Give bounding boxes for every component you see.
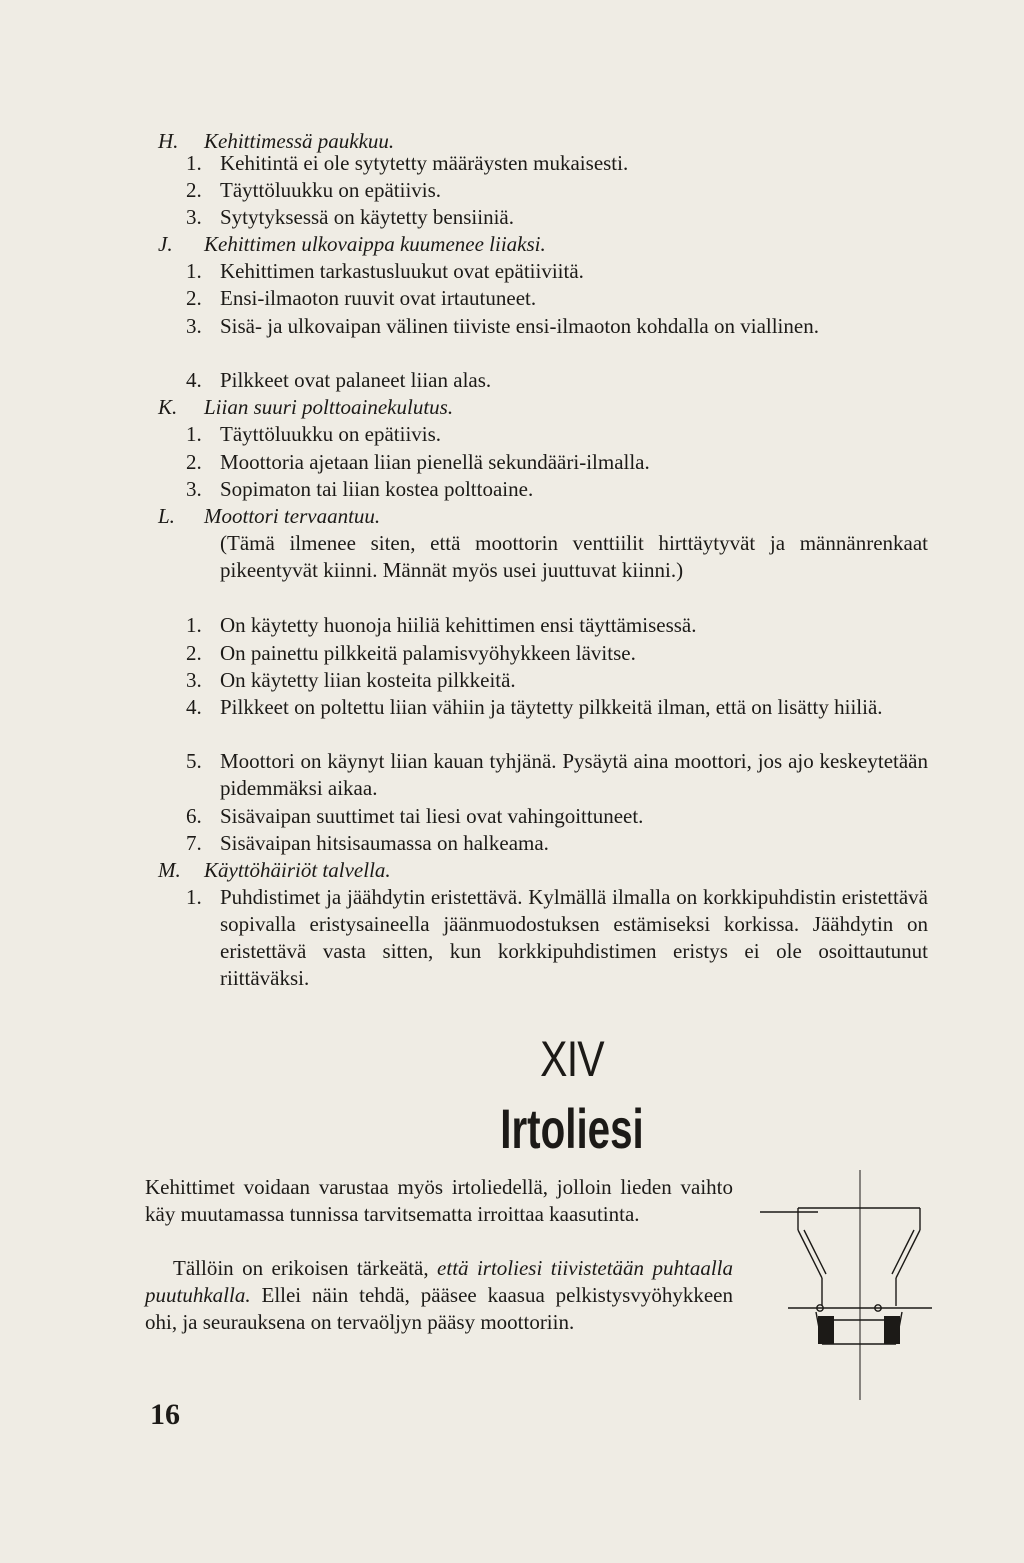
- item-number: 3.: [186, 314, 202, 338]
- item-number: 2.: [186, 286, 202, 310]
- item-text: On painettu pilkkeitä palamisvyöhykkeen lävitse.: [220, 641, 636, 665]
- list-item: [186, 204, 928, 231]
- section-letter: H.: [158, 129, 179, 153]
- body-paragraph-2: [145, 1255, 733, 1336]
- item-number: 6.: [186, 804, 202, 828]
- item-text: Moottoria ajetaan liian pienellä sekundääri-ilmalla.: [220, 450, 650, 474]
- figure-line: [896, 1230, 920, 1278]
- section-heading-l: [158, 503, 928, 530]
- list-item: [186, 449, 928, 476]
- item-text: Kehittimen tarkastusluukut ovat epätiiviitä.: [220, 259, 584, 283]
- list-item: [186, 667, 928, 694]
- item-text: Puhdistimet ja jäähdytin eristettävä. Kylmällä ilmalla on korkkipuhdistin eristettävä sopivalla eristysaineella jäänmuodostuksen estämiseksi korkissa. Jäähdytin on eristettävä vasta sitten, kun korkkipuhdistimen eristys ei ole osoittautunut riittäväksi.: [220, 885, 928, 990]
- item-text: Täyttöluukku on epätiivis.: [220, 422, 442, 446]
- item-number: 1.: [186, 151, 202, 175]
- item-number: 5.: [186, 749, 202, 773]
- item-number: 1.: [186, 885, 202, 909]
- list-item: [186, 884, 928, 992]
- section-heading-k: [158, 394, 928, 421]
- item-text: On käytetty huonoja hiiliä kehittimen ensi täyttämisessä.: [220, 613, 697, 637]
- item-text: Sisävaipan hitsisaumassa on halkeama.: [220, 831, 549, 855]
- item-number: 3.: [186, 205, 202, 229]
- list-item: [186, 803, 928, 830]
- list-item: [186, 150, 928, 177]
- item-text: Sisä- ja ulkovaipan välinen tiiviste ensi-ilmaoton kohdalla on viallinen.: [220, 314, 819, 338]
- list-item: [186, 177, 928, 204]
- section-title: Moottori tervaantuu.: [204, 504, 381, 528]
- section-note: (Tämä ilmenee siten, että moottorin venttiilit hirttäytyvät ja männänrenkaat pikeentyvät kiinni. Männät myös usei juuttuvat kiinni.): [220, 531, 928, 582]
- section-heading-j: [158, 231, 928, 258]
- section-letter: J.: [158, 232, 173, 256]
- item-number: 7.: [186, 831, 202, 855]
- section-title: Liian suuri polttoainekulutus.: [204, 395, 454, 419]
- item-number: 2.: [186, 641, 202, 665]
- grate-wall-left: [818, 1316, 834, 1344]
- paragraph-emphasis: että irtoliesi tiivistetään puhtaalla puutuhkalla.: [145, 1256, 733, 1307]
- section-letter: K.: [158, 395, 178, 419]
- paragraph-text: Tällöin on erikoisen tärkeätä,: [173, 1256, 438, 1280]
- item-number: 1.: [186, 613, 202, 637]
- item-number: 4.: [186, 695, 202, 719]
- list-item: [186, 640, 928, 667]
- list-item: [186, 830, 928, 857]
- page-number: 16: [150, 1398, 180, 1431]
- chapter-number: XIV: [540, 1031, 604, 1087]
- item-text: Pilkkeet ovat palaneet liian alas.: [220, 368, 492, 392]
- item-text: Ensi-ilmaoton ruuvit ovat irtautuneet.: [220, 286, 537, 310]
- figure-line: [804, 1230, 826, 1274]
- item-text: Sopimaton tai liian kostea polttoaine.: [220, 477, 534, 501]
- figure-line: [798, 1230, 822, 1278]
- item-text: Moottori on käynyt liian kauan tyhjänä. Pysäytä aina moottori, jos ajo keskeytetään pidemmäksi aikaa.: [220, 749, 928, 800]
- list-item: [186, 694, 928, 721]
- list-item: [186, 476, 928, 503]
- section-title: Käyttöhäiriöt talvella.: [204, 858, 391, 882]
- list-item: [186, 285, 928, 312]
- item-number: 4.: [186, 368, 202, 392]
- section-letter: L.: [158, 504, 175, 528]
- item-text: Pilkkeet on poltettu liian vähiin ja täytetty pilkkeitä ilman, että on lisätty hiiliä.: [220, 695, 883, 719]
- item-number: 1.: [186, 422, 202, 446]
- item-text: Kehitintä ei ole sytytetty määräysten mukaisesti.: [220, 151, 629, 175]
- item-number: 2.: [186, 178, 202, 202]
- item-number: 2.: [186, 450, 202, 474]
- section-heading-m: [158, 857, 928, 884]
- grate-cross-section-figure: [760, 1170, 960, 1400]
- list-item: [186, 367, 928, 394]
- body-paragraph-1: Kehittimet voidaan varustaa myös irtoliedellä, jolloin lieden vaihto käy muutamassa tunnissa tarvitsematta irroittaa kaasutinta.: [145, 1175, 733, 1226]
- list-item: [186, 258, 928, 285]
- list-item: [186, 612, 928, 639]
- list-item: [186, 748, 928, 802]
- item-text: On käytetty liian kosteita pilkkeitä.: [220, 668, 516, 692]
- paragraph-text: Ellei näin tehdä, pääsee kaasua pelkistysvyöhykkeen ohi, ja seurauksena on tervaöljyn pääsy moottoriin.: [145, 1283, 733, 1334]
- chapter-title: Irtoliesi: [500, 1097, 644, 1160]
- item-text: Sytytyksessä on käytetty bensiiniä.: [220, 205, 514, 229]
- grate-wall-right: [884, 1316, 900, 1344]
- item-text: Sisävaipan suuttimet tai liesi ovat vahingoittuneet.: [220, 804, 644, 828]
- list-item: [186, 421, 928, 448]
- item-number: 3.: [186, 477, 202, 501]
- item-number: 3.: [186, 668, 202, 692]
- item-number: 1.: [186, 259, 202, 283]
- section-title: Kehittimessä paukkuu.: [204, 129, 395, 153]
- section-letter: M.: [158, 858, 181, 882]
- list-item: [186, 313, 928, 340]
- item-text: Täyttöluukku on epätiivis.: [220, 178, 442, 202]
- section-title: Kehittimen ulkovaippa kuumenee liiaksi.: [204, 232, 546, 256]
- figure-line: [892, 1230, 914, 1274]
